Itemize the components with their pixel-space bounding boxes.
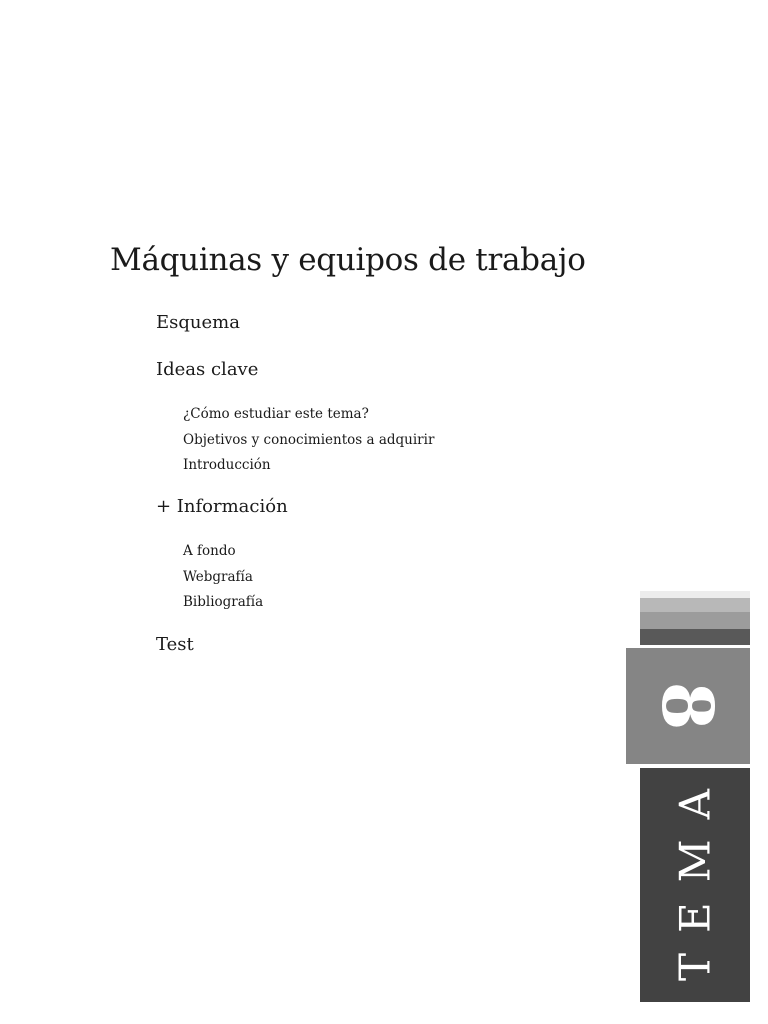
chapter-label: TEMA xyxy=(670,768,720,982)
section-mas-informacion[interactable]: + Información xyxy=(156,496,288,517)
informacion-item-a-fondo[interactable]: A fondo xyxy=(183,543,236,559)
ideas-clave-item-objetivos[interactable]: Objetivos y conocimientos a adquirir xyxy=(183,432,435,448)
decorative-stripe-4 xyxy=(640,629,750,645)
ideas-clave-item-introduccion[interactable]: Introducción xyxy=(183,457,271,473)
chapter-number-box xyxy=(626,648,750,764)
decorative-stripe-1 xyxy=(640,591,750,598)
chapter-number: 8 xyxy=(646,681,730,731)
section-esquema[interactable]: Esquema xyxy=(156,312,240,333)
chapter-label-box xyxy=(640,768,750,1002)
document-title: Máquinas y equipos de trabajo xyxy=(110,242,586,278)
section-ideas-clave[interactable]: Ideas clave xyxy=(156,359,259,380)
informacion-item-webgrafia[interactable]: Webgrafía xyxy=(183,569,253,585)
decorative-stripe-2 xyxy=(640,598,750,612)
ideas-clave-item-como-estudiar[interactable]: ¿Cómo estudiar este tema? xyxy=(183,406,369,422)
decorative-stripe-3 xyxy=(640,612,750,629)
informacion-item-bibliografia[interactable]: Bibliografía xyxy=(183,594,264,610)
section-test[interactable]: Test xyxy=(156,634,194,655)
